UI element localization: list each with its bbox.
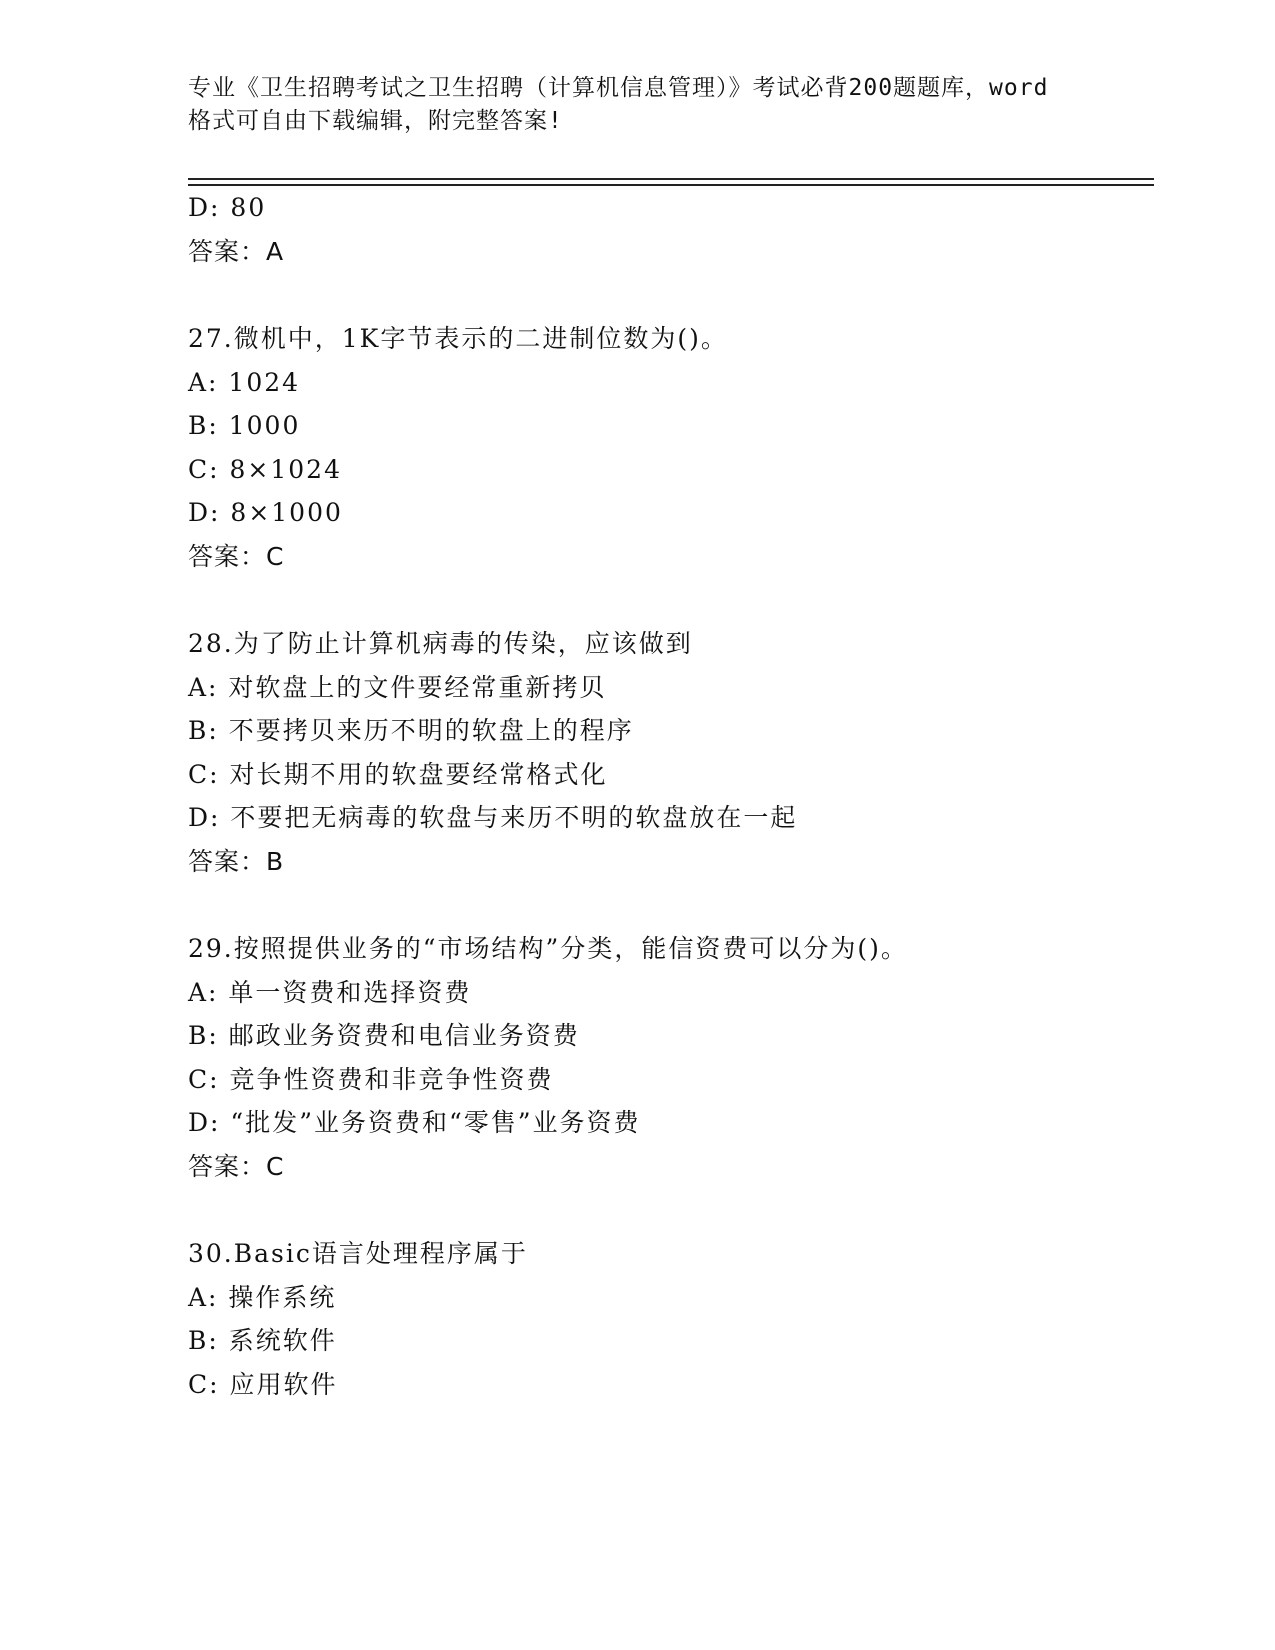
q30-option-b: B: 系统软件	[188, 1326, 337, 1355]
q29-option-a: A: 单一资费和选择资费	[188, 978, 472, 1007]
q29-option-b: B: 邮政业务资费和电信业务资费	[188, 1021, 580, 1050]
q27-option-c: C: 8×1024	[188, 455, 342, 484]
document-header	[188, 72, 1108, 138]
q30-option-c: C: 应用软件	[188, 1370, 338, 1399]
q30-option-a: A: 操作系统	[188, 1283, 337, 1312]
q27-question: 27.微机中，1K字节表示的二进制位数为()。	[188, 324, 728, 353]
header-line-2: 格式可自由下载编辑，附完整答案!	[188, 108, 563, 134]
q27-option-a: A: 1024	[188, 368, 301, 397]
q28-option-a: A: 对软盘上的文件要经常重新拷贝	[188, 673, 607, 702]
q29-option-c: C: 竞争性资费和非竞争性资费	[188, 1065, 554, 1094]
q29-question: 29.按照提供业务的“市场结构”分类，能信资费可以分为()。	[188, 934, 908, 963]
q28-answer: 答案：B	[188, 847, 285, 876]
q29-option-d: D: “批发”业务资费和“零售”业务资费	[188, 1108, 641, 1137]
q27-answer: 答案：C	[188, 542, 285, 571]
header-divider-bottom	[188, 184, 1154, 186]
q27-option-d: D: 8×1000	[188, 498, 343, 527]
q28-option-c: C: 对长期不用的软盘要经常格式化	[188, 760, 608, 789]
q30-question: 30.Basic语言处理程序属于	[188, 1239, 528, 1268]
q27-option-b: B: 1000	[188, 411, 301, 440]
header-divider-top	[188, 178, 1154, 180]
q28-option-b: B: 不要拷贝来历不明的软盘上的程序	[188, 716, 634, 745]
q26-option-d: D: 80	[188, 193, 267, 222]
q26-answer: 答案：A	[188, 237, 285, 266]
q29-answer: 答案：C	[188, 1152, 285, 1181]
q28-option-d: D: 不要把无病毒的软盘与来历不明的软盘放在一起	[188, 803, 798, 832]
header-line-1: 专业《卫生招聘考试之卫生招聘（计算机信息管理）》考试必背200题题库，word	[188, 75, 1049, 101]
q28-question: 28.为了防止计算机病毒的传染，应该做到	[188, 629, 693, 658]
